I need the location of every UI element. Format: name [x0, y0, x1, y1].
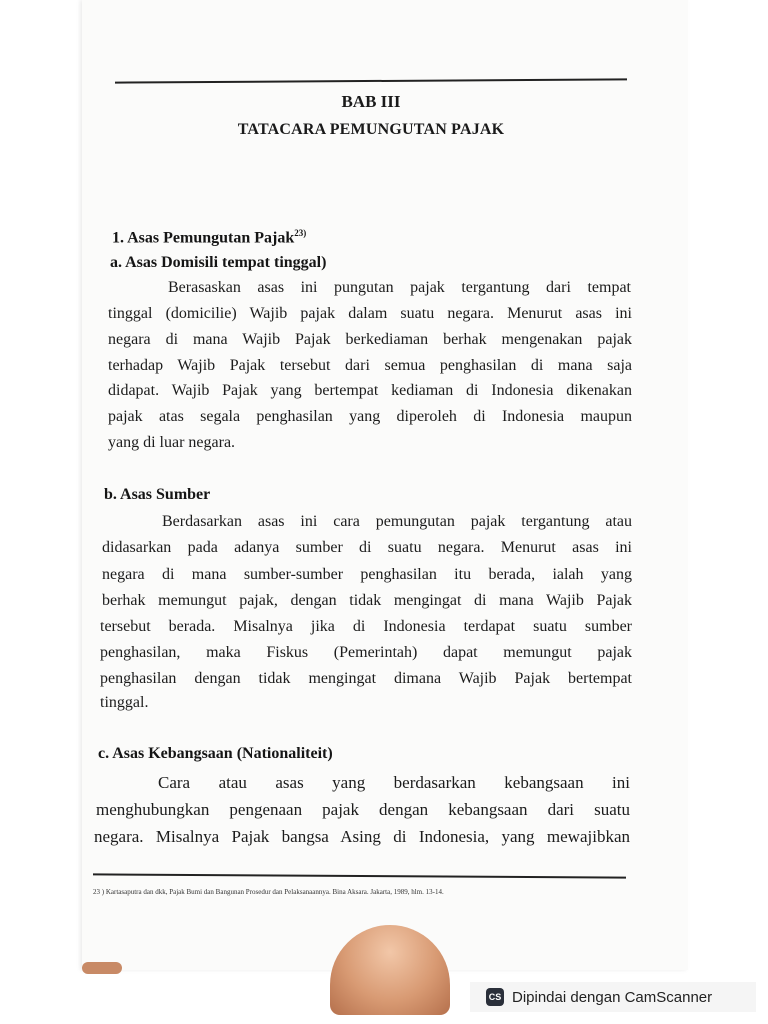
camscanner-logo-icon: CS [486, 988, 504, 1006]
camscanner-label: Dipindai dengan CamScanner [512, 988, 713, 1006]
paragraph-b-line: penghasilan dengan tidak mengingat dimana Wajib Pajak bertempat [100, 670, 632, 687]
chapter-title: TATACARA PEMUNGUTAN PAJAK [237, 121, 505, 138]
paragraph-a-line: yang di luar negara. [108, 434, 236, 451]
paragraph-c-line: menghubungkan pengenaan pajak dengan kebangsaan dari suatu [96, 800, 630, 819]
section-1-heading-text: 1. Asas Pemungutan Pajak [112, 229, 295, 247]
paragraph-b-line: tinggal. [100, 694, 149, 711]
paragraph-a-line: Berasaskan asas ini pungutan pajak tergantung dari tempat [168, 279, 631, 296]
paragraph-a-line: terhadap Wajib Pajak tersebut dari semua penghasilan di mana saja [108, 357, 632, 374]
scanned-page [82, 0, 688, 970]
paragraph-a-line: tinggal (domicilie) Wajib pajak dalam suatu negara. Menurut asas ini [108, 305, 632, 322]
finger-image [82, 962, 122, 974]
paragraph-b-line: negara di mana sumber-sumber penghasilan itu berada, ialah yang [102, 566, 632, 583]
paragraph-a-line: negara di mana Wajib Pajak berkediaman berhak mengenakan pajak [108, 331, 632, 348]
paragraph-b-line: didasarkan pada adanya sumber di suatu negara. Menurut asas ini [102, 539, 632, 556]
paragraph-c-line: Cara atau asas yang berdasarkan kebangsaan ini [158, 773, 630, 792]
paragraph-c-line: negara. Misalnya Pajak bangsa Asing di Indonesia, yang mewajibkan [94, 827, 630, 846]
paragraph-b-line: penghasilan, maka Fiskus (Pemerintah) dapat memungut pajak [100, 644, 632, 661]
section-1-heading [112, 228, 306, 247]
chapter-label: BAB III [341, 92, 401, 111]
footnote-ref: 23) [294, 228, 307, 238]
camscanner-watermark [470, 982, 756, 1012]
subsection-a-heading: a. Asas Domisili tempat tinggal) [110, 254, 327, 271]
paragraph-a-line: pajak atas segala penghasilan yang diperoleh di Indonesia maupun [108, 408, 632, 425]
footnote-text: 23 ) Kartasaputra dan dkk, Pajak Bumi dan Bangunan Prosedur dan Pelaksanaannya. Bina Aksara. Jakarta, 1989, hlm. 13-14. [93, 888, 444, 896]
subsection-c-heading: c. Asas Kebangsaan (Nationaliteit) [98, 745, 333, 762]
paragraph-b-line: Berdasarkan asas ini cara pemungutan pajak tergantung atau [162, 513, 632, 530]
paragraph-b-line: tersebut berada. Misalnya jika di Indonesia terdapat suatu sumber [100, 618, 632, 635]
paragraph-a-line: didapat. Wajib Pajak yang bertempat kediaman di Indonesia dikenakan [108, 382, 632, 399]
subsection-b-heading: b. Asas Sumber [104, 486, 211, 503]
paragraph-b-line: berhak memungut pajak, dengan tidak mengingat di mana Wajib Pajak [102, 592, 632, 609]
